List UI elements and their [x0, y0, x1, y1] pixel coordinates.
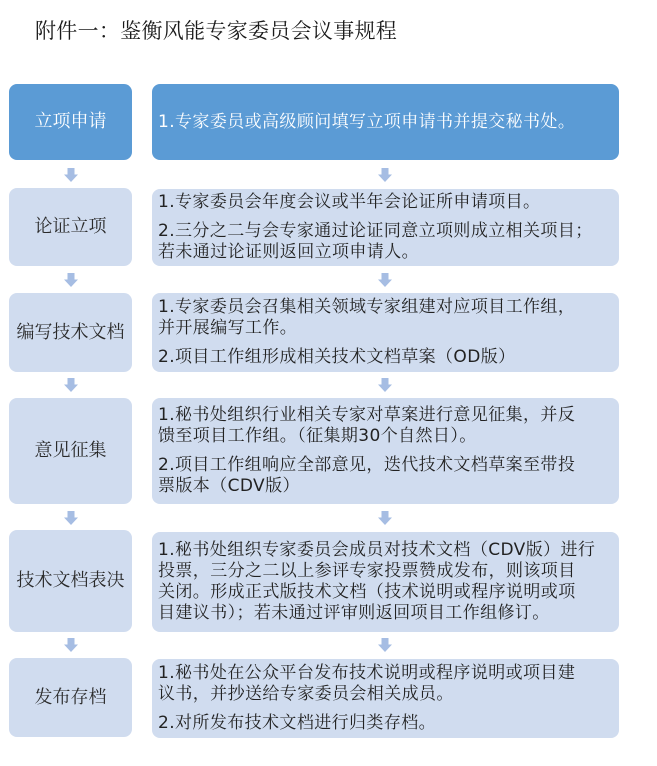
detail-box-consultation	[152, 398, 619, 504]
step-box-drafting	[9, 293, 132, 372]
detail-paragraph	[158, 540, 613, 624]
detail-line: 1.专家委员或高级顾问填写立项申请书并提交秘书处。	[158, 111, 576, 132]
detail-box-voting	[152, 532, 619, 632]
detail-line: 目建议书）；若未通过评审则返回项目工作组修订。	[158, 603, 550, 623]
detail-paragraph	[158, 663, 613, 705]
step-label: 论证立项	[34, 216, 107, 237]
detail-box-demonstration	[152, 189, 619, 266]
arrow-down-icon	[64, 511, 78, 525]
detail-line: 2.项目工作组响应全部意见，迭代技术文档草案至带投	[158, 455, 576, 475]
step-box-publish-archive	[9, 658, 132, 737]
detail-paragraph	[158, 347, 613, 368]
detail-line: 并开展编写工作。	[158, 318, 298, 338]
detail-box-publish-archive	[152, 659, 619, 738]
step-box-voting	[9, 530, 132, 632]
detail-line: 票版本（CDV版）	[158, 476, 300, 496]
detail-line: 投票，三分之二以上参评专家投票赞成发布，则该项目	[158, 561, 576, 581]
step-box-consultation	[9, 398, 132, 504]
detail-paragraph	[158, 221, 613, 263]
arrow-down-icon	[64, 638, 78, 652]
arrow-down-icon	[378, 168, 392, 182]
detail-box-project-application	[152, 84, 619, 160]
detail-paragraph	[158, 713, 613, 734]
detail-paragraph	[158, 405, 613, 447]
page-title: 附件一：鉴衡风能专家委员会议事规程	[35, 19, 398, 43]
detail-line: 馈至项目工作组。（征集期30个自然日）。	[158, 426, 477, 446]
arrow-down-icon	[64, 273, 78, 287]
detail-paragraph	[158, 192, 613, 213]
detail-line: 1.秘书处组织行业相关专家对草案进行意见征集，并反	[158, 405, 576, 425]
arrow-down-icon	[378, 638, 392, 652]
detail-line: 2.对所发布技术文档进行归类存档。	[158, 713, 437, 733]
detail-line: 2.项目工作组形成相关技术文档草案（OD版）	[158, 347, 516, 367]
arrow-down-icon	[378, 511, 392, 525]
detail-paragraph	[158, 112, 613, 133]
detail-line: 1.专家委员会召集相关领域专家组建对应项目工作组，	[158, 297, 576, 317]
detail-line: 若未通过论证则返回立项申请人。	[158, 242, 419, 262]
arrow-down-icon	[378, 273, 392, 287]
step-label: 立项申请	[34, 111, 107, 132]
step-label: 技术文档表决	[16, 570, 125, 591]
detail-box-drafting	[152, 293, 619, 372]
detail-line: 1.秘书处在公众平台发布技术说明或程序说明或项目建	[158, 663, 576, 683]
arrow-down-icon	[378, 378, 392, 392]
detail-line: 1.专家委员会年度会议或半年会论证所申请项目。	[158, 192, 541, 212]
detail-paragraph	[158, 297, 613, 339]
step-box-demonstration	[9, 188, 132, 266]
detail-line: 2.三分之二与会专家通过论证同意立项则成立相关项目；	[158, 221, 593, 241]
detail-line: 关闭。形成正式版技术文档（技术说明或程序说明或项	[158, 582, 576, 602]
detail-paragraph	[158, 455, 613, 497]
step-label: 发布存档	[34, 686, 107, 708]
step-label: 意见征集	[34, 440, 107, 461]
step-box-project-application	[9, 84, 132, 160]
detail-line: 1.秘书处组织专家委员会成员对技术文档（CDV版）进行	[158, 540, 596, 560]
step-label: 编写技术文档	[16, 321, 125, 343]
detail-line: 议书，并抄送给专家委员会相关成员。	[158, 684, 454, 704]
arrow-down-icon	[64, 378, 78, 392]
arrow-down-icon	[64, 168, 78, 182]
